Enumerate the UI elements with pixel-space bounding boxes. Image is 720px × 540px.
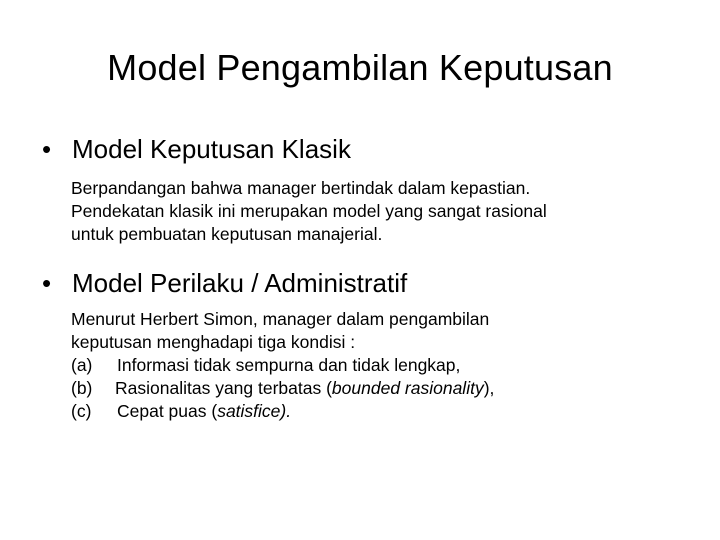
list-item-label: (c) bbox=[71, 401, 92, 421]
bullet-heading-klasik bbox=[42, 132, 351, 166]
paragraph-klasik bbox=[71, 177, 711, 246]
bullet-heading-text: Model Keputusan Klasik bbox=[72, 134, 351, 164]
bullet-icon: • bbox=[42, 134, 52, 164]
list-item-label: (a) bbox=[71, 355, 93, 375]
paragraph-line: Menurut Herbert Simon, manager dalam pengambilan bbox=[71, 309, 490, 329]
paragraph-line: Pendekatan klasik ini merupakan model yang sangat rasional bbox=[71, 201, 547, 221]
list-item-text-end: ), bbox=[483, 378, 495, 398]
list-item-text: Cepat puas ( bbox=[117, 401, 218, 421]
list-item-italic-term: satisfice). bbox=[217, 401, 292, 421]
slide-title: Model Pengambilan Keputusan bbox=[107, 47, 613, 88]
list-item bbox=[71, 377, 711, 400]
paragraph-perilaku bbox=[71, 308, 711, 423]
list-item-italic-term: bounded rasionality bbox=[331, 378, 484, 398]
bullet-icon: • bbox=[42, 268, 52, 298]
bullet-heading-text: Model Perilaku / Administratif bbox=[72, 268, 408, 298]
list-item-text: Informasi tidak sempurna dan tidak lengkap, bbox=[117, 355, 461, 375]
paragraph-line: Berpandangan bahwa manager bertindak dalam kepastian. bbox=[71, 178, 531, 198]
list-item bbox=[71, 400, 711, 423]
paragraph-line: untuk pembuatan keputusan manajerial. bbox=[71, 224, 383, 244]
list-item-label: (b) bbox=[71, 378, 93, 398]
bullet-heading-perilaku bbox=[42, 266, 407, 300]
list-item bbox=[71, 354, 711, 377]
list-item-text: Rasionalitas yang terbatas ( bbox=[115, 378, 332, 398]
paragraph-line: keputusan menghadapi tiga kondisi : bbox=[71, 332, 356, 352]
